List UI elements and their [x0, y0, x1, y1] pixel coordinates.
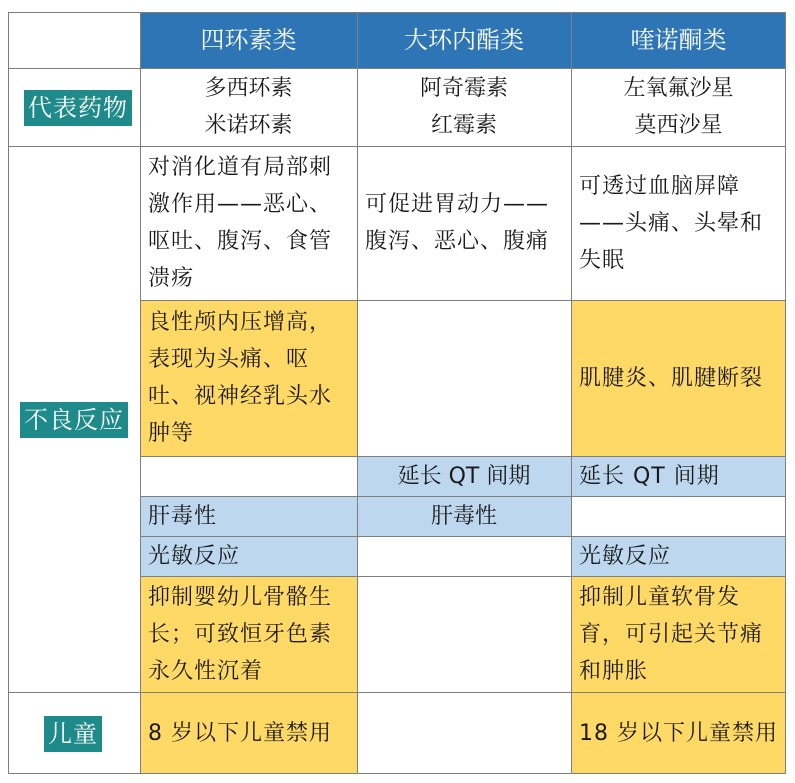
header-quinolones: 喹诺酮类: [571, 12, 786, 68]
adverse-gi-tetracyclines: 对消化道有局部刺激作用——恶心、呕吐、腹泻、食管溃疡: [148, 155, 333, 291]
adverse-tendon-quinolones: 肌腱炎、肌腱断裂: [571, 300, 786, 456]
children-empty-macrolides: [357, 692, 571, 774]
rep-quinolones: [571, 68, 786, 146]
adverse-empty-macrolides-2: [357, 536, 571, 576]
adverse-bone-tetracyclines: 抑制婴幼儿骨骼生长；可致恒牙色素永久性沉着: [140, 576, 357, 692]
grid-line: [140, 576, 786, 577]
grid-line: [8, 146, 786, 147]
children-tetracyclines: 8 岁以下儿童禁用: [140, 692, 357, 774]
drug-name: 米诺环素: [204, 113, 293, 138]
adverse-qt-quinolones: 延长 QT 间期: [571, 456, 786, 496]
grid-line: [8, 12, 9, 774]
grid-line: [357, 12, 358, 774]
drug-name: 左氧氟沙星: [623, 76, 734, 101]
grid-line: [8, 12, 786, 13]
drug-name: 多西环素: [204, 76, 293, 101]
adverse-empty-macrolides-3: [357, 576, 571, 692]
grid-line: [785, 12, 786, 774]
grid-line: [8, 773, 786, 774]
header-macrolides: 大环内酯类: [357, 12, 571, 68]
grid-line: [140, 300, 786, 301]
adverse-qt-macrolides: 延长 QT 间期: [357, 456, 571, 496]
grid-line: [8, 68, 786, 69]
adverse-icp-tetracyclines: 良性颅内压增高，表现为头痛、呕吐、视神经乳头水肿等: [140, 300, 357, 456]
row-label-representative: 代表药物: [24, 90, 132, 126]
adverse-gi-macrolides: 可促进胃动力——腹泻、恶心、腹痛: [365, 192, 550, 254]
grid-line: [140, 12, 141, 774]
children-quinolones: 18 岁以下儿童禁用: [571, 692, 786, 774]
rep-macrolides: [357, 68, 571, 146]
rep-tetracyclines: [140, 68, 357, 146]
grid-line: [140, 456, 786, 457]
adverse-empty-tetracyclines: [140, 456, 357, 496]
adverse-empty-macrolides: [357, 300, 571, 456]
adverse-liver-macrolides: 肝毒性: [357, 496, 571, 536]
adverse-cns-quinolones: 可透过血脑屏障——头痛、头晕和失眠: [579, 173, 764, 273]
adverse-photo-tetracyclines: 光敏反应: [140, 536, 357, 576]
grid-line: [140, 536, 786, 537]
adverse-empty-quinolones: [571, 496, 786, 536]
row-label-children: 儿童: [44, 716, 102, 752]
row-label-adverse: 不良反应: [20, 402, 128, 438]
grid-line: [140, 496, 786, 497]
adverse-photo-quinolones: 光敏反应: [571, 536, 786, 576]
adverse-liver-tetracyclines: 肝毒性: [140, 496, 357, 536]
header-tetracyclines: 四环素类: [140, 12, 357, 68]
drug-name: 红霉素: [430, 113, 497, 138]
drug-name: 阿奇霉素: [419, 76, 508, 101]
corner-cell: [8, 12, 140, 68]
drug-comparison-table: [8, 12, 786, 774]
grid-line: [8, 692, 786, 693]
adverse-cartilage-quinolones: 抑制儿童软骨发育，可引起关节痛和肿胀: [571, 576, 786, 692]
drug-name: 莫西沙星: [634, 113, 723, 138]
grid-line: [571, 12, 572, 774]
